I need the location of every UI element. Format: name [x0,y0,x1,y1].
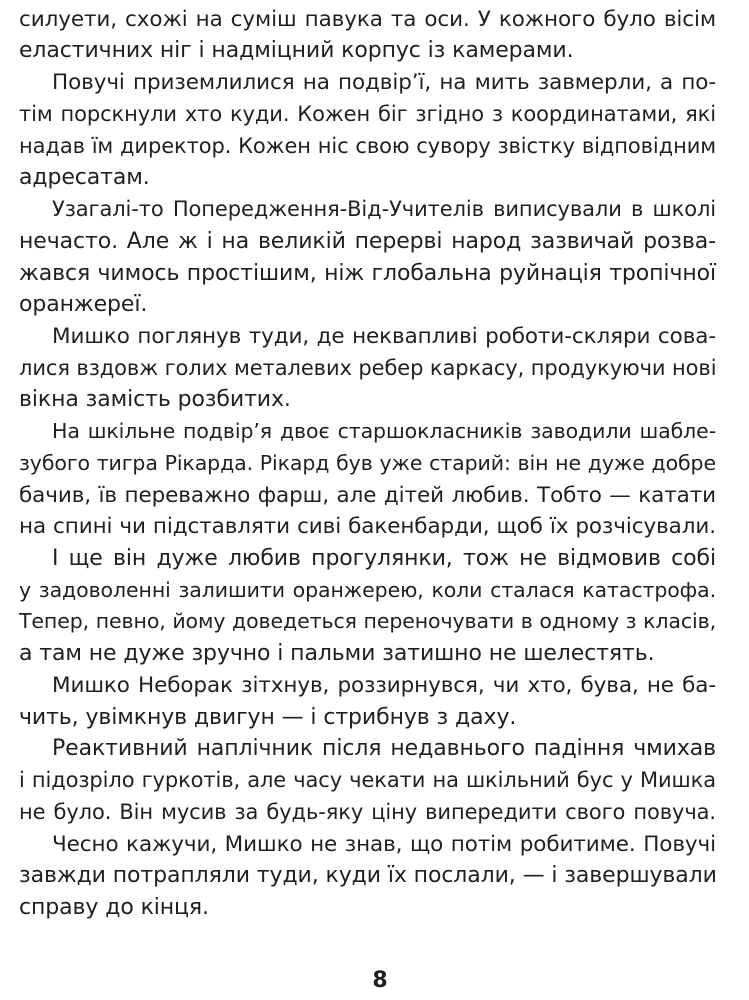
text-line: Чесно кажучи, Мишко не знав, що потім робитиме. Повучі [52,832,716,857]
text-line: Реактивний наплічник після недавнього падіння чмихав [52,736,716,761]
text-line: Узагалі-то Попередження-Від-Учителів виписували в школі [52,197,716,221]
text-line: у задоволенні залишити оранжерею, коли сталася катастрофа. [19,578,716,602]
text-line: справу до кінця. [19,895,209,920]
text-line: Мишко поглянув туди, де неквапливі роботи-скляри сова- [52,324,716,349]
text-line: еластичних ніг і надміцний корпус із камерами. [19,38,574,63]
text-line: На шкільне подвір’я двоє старшокласників заводили шабле- [52,419,716,443]
text-line: а там не дуже зручно і пальми затишно не шелестять. [19,641,655,666]
text-line: на спині чи підставляти сиві бакенбарди, щоб їх розчісували. [19,514,716,539]
text-line: тім порскнули хто куди. Кожен біг згідно з координатами, які [19,102,716,126]
text-line: лися вздовж голих металевих ребер каркасу, продукуючи нові [19,356,717,380]
text-line: оранжереї. [19,292,148,317]
text-line: жався чимось простішим, ніж глобальна руйнація тропічної [19,261,716,286]
text-line: зубого тигра Рікарда. Рікард був уже старий: він не дуже добре [19,451,716,475]
text-line: бачив, їв переважно фарш, але дітей любив. Тобто — катати [19,483,716,508]
text-line: силуети, схожі на суміш павука та оси. У кожного було вісім [19,7,716,32]
text-line: надав їм директор. Кожен ніс свою сувору звістку відповідним [19,134,716,158]
text-line: Повучі приземлилися на подвір’ї, на мить завмерли, а по- [52,70,716,95]
text-line: адресатам. [19,165,150,190]
text-line: чить, увімкнув двигун — і стрибнув з даху. [19,705,517,730]
text-line: нечасто. Але ж і на великій перерві народ зазвичай розва- [19,229,716,254]
text-line: і підозріло гуркотів, але часу чекати на шкільний бус у Мишка [19,768,716,792]
text-line: завжди потрапляли туди, куди їх послали, — і завершували [19,863,717,888]
text-line: вікна замість розбитих. [19,387,291,412]
text-line: Тепер, певно, йому доведеться переночувати в одному з класів, [19,609,716,633]
text-line: Мишко Неборак зітхнув, роззирнувся, чи хто, бува, не ба- [52,673,716,698]
text-line: І ще він дуже любив прогулянки, тож не відмовив собі [52,546,716,571]
page-number: 8 [372,968,388,993]
text-line: не було. Він мусив за будь-яку ціну випередити свого повуча. [19,800,716,824]
